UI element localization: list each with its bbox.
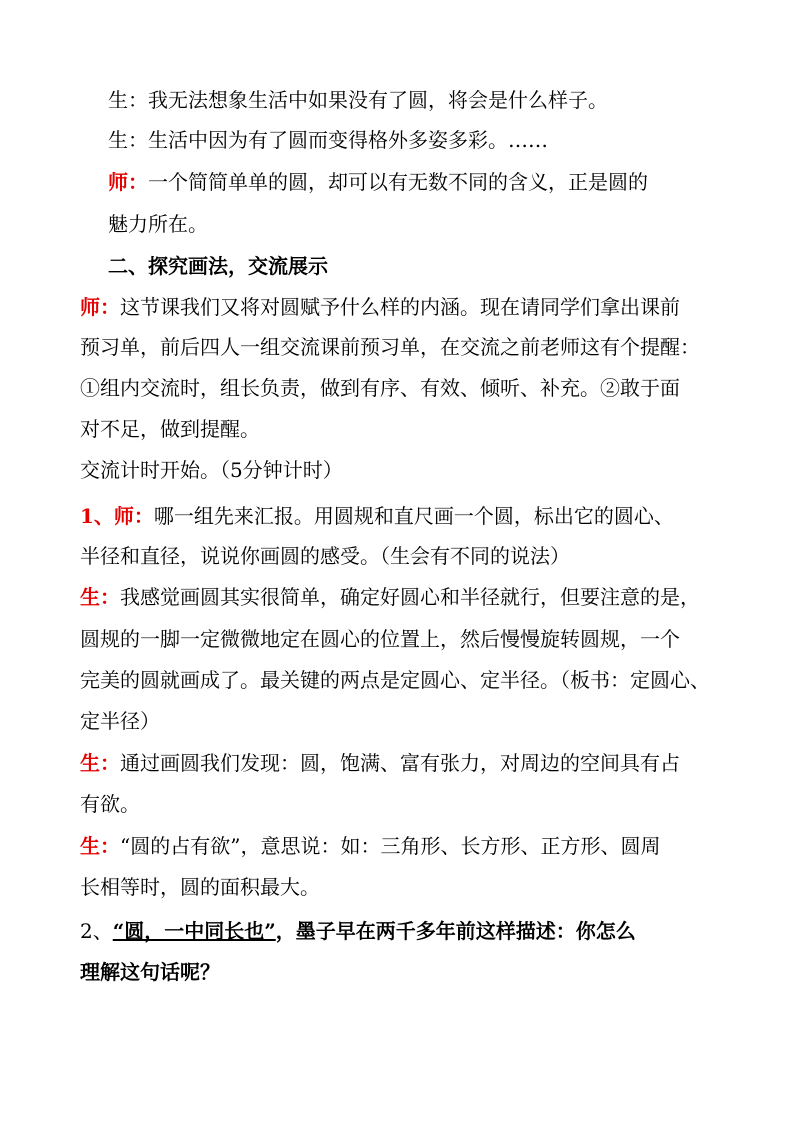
teacher-intro-line-3: ①组内交流时，组长负责，做到有序、有效、倾听、补充。②敢于面 bbox=[80, 376, 680, 400]
teacher-intro-line-4: 对不足，做到提醒。 bbox=[80, 417, 260, 441]
response-1-line-4: 定半径） bbox=[80, 709, 160, 733]
question-number: 2、 bbox=[80, 919, 113, 943]
response-3-line-2: 长相等时，圆的面积最大。 bbox=[80, 875, 320, 899]
dialogue-text: 通过画圆我们发现：圆，饱满、富有张力，对周边的空间具有占 bbox=[120, 751, 680, 775]
timer-line: 交流计时开始。（5分钟计时） bbox=[80, 458, 343, 482]
speaker-label: 生： bbox=[80, 751, 120, 775]
speaker-label: 1、师： bbox=[80, 504, 154, 528]
dialogue-text: 这节课我们又将对圆赋予什么样的内涵。现在请同学们拿出课前 bbox=[120, 295, 680, 319]
section-heading: 二、探究画法，交流展示 bbox=[108, 254, 328, 278]
speaker-label: 生： bbox=[108, 88, 148, 112]
speaker-label: 师： bbox=[80, 295, 120, 319]
response-2-line-1 bbox=[80, 749, 680, 777]
question-2-line-1 bbox=[80, 917, 636, 945]
mozi-quote: “圆，一中同长也” bbox=[112, 919, 276, 943]
response-1-line-1 bbox=[80, 583, 700, 611]
teacher-line-1-cont bbox=[108, 210, 208, 238]
question-2-line-2: 理解这句话呢？ bbox=[80, 960, 220, 984]
response-1-line-2: 圆规的一脚一定微微地定在圆心的位置上，然后慢慢旋转圆规，一个 bbox=[80, 627, 680, 651]
teacher-intro-line-2: 预习单，前后四人一组交流课前预习单，在交流之前老师这有个提醒： bbox=[80, 335, 700, 359]
speaker-label: 生： bbox=[108, 128, 148, 152]
response-3-line-1 bbox=[80, 832, 660, 860]
response-1-line-3: 完美的圆就画成了。最关键的两点是定圆心、定半径。（板书：定圆心、 bbox=[80, 668, 710, 692]
dialogue-text: 魅力所在。 bbox=[108, 212, 208, 236]
question-1-line-2: 半径和直径，说说你画圆的感受。（生会有不同的说法） bbox=[80, 544, 570, 568]
speaker-label: 生： bbox=[80, 834, 120, 858]
student-line-1 bbox=[108, 86, 608, 114]
speaker-label: 师： bbox=[108, 170, 148, 194]
dialogue-text: 哪一组先来汇报。用圆规和直尺画一个圆，标出它的圆心、 bbox=[153, 504, 674, 528]
dialogue-text: 生活中因为有了圆而变得格外多姿多彩。…… bbox=[148, 128, 548, 152]
dialogue-text: 我无法想象生活中如果没有了圆，将会是什么样子。 bbox=[148, 88, 608, 112]
dialogue-text: “圆的占有欲”，意思说：如：三角形、长方形、正方形、圆周 bbox=[120, 834, 661, 858]
teacher-intro-line-1 bbox=[80, 293, 680, 321]
response-2-line-2: 有欲。 bbox=[80, 792, 140, 816]
dialogue-text: 一个简简单单的圆，却可以有无数不同的含义，正是圆的 bbox=[148, 170, 648, 194]
teacher-line-1 bbox=[108, 168, 648, 196]
student-line-2 bbox=[108, 126, 548, 154]
question-text: ，墨子早在两千多年前这样描述：你怎么 bbox=[275, 919, 636, 943]
dialogue-text: 我感觉画圆其实很简单，确定好圆心和半径就行，但要注意的是， bbox=[120, 585, 700, 609]
question-1-line-1 bbox=[80, 502, 674, 530]
speaker-label: 生： bbox=[80, 585, 120, 609]
